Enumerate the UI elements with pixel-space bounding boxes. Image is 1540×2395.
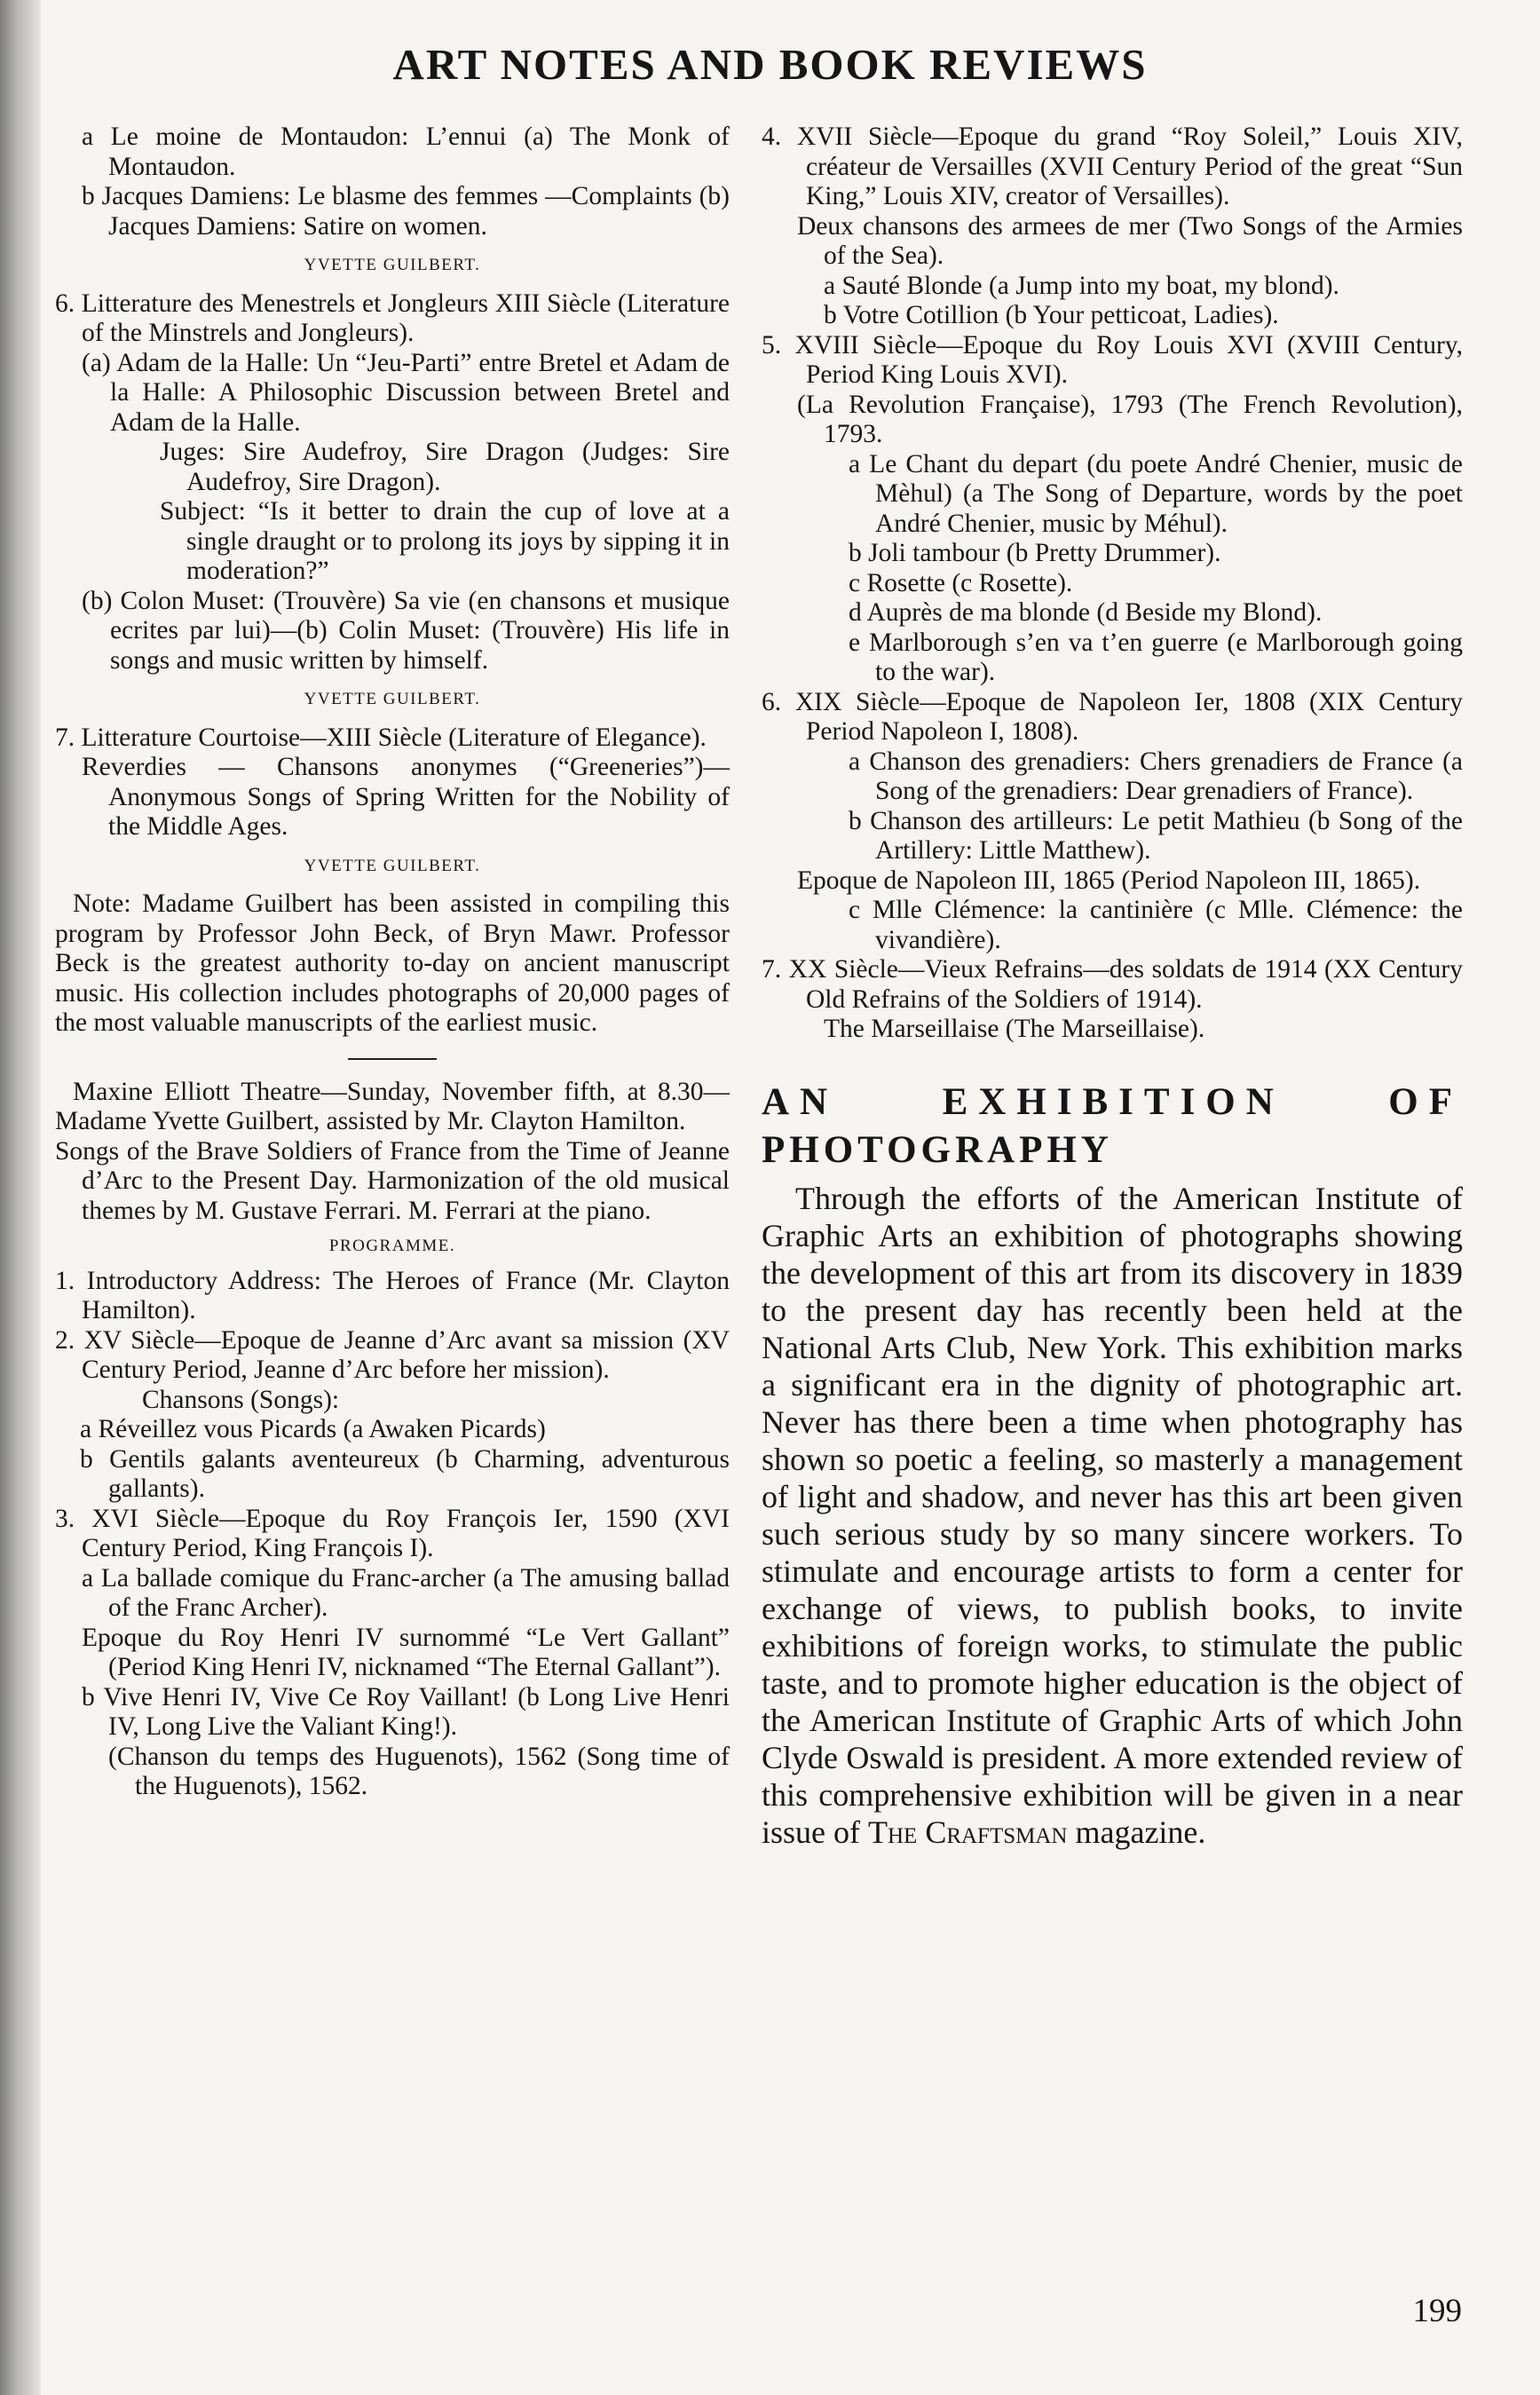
program-item: 2. XV Siècle—Epoque de Jeanne d’Arc avant sa mission (XV Century Period, Jeanne d’Arc before her mission). [55, 1325, 730, 1384]
program-item: Epoque du Roy Henri IV surnommé “Le Vert Gallant” (Period King Henri IV, nicknamed “The Eternal Gallant”). [82, 1623, 730, 1681]
page-header: ART NOTES AND BOOK REVIEWS [392, 40, 1148, 89]
article-title-line2: PHOTOGRAPHY [762, 1128, 1113, 1171]
program-item: d Auprès de ma blonde (d Beside my Blond). [849, 598, 1323, 627]
program-item: 6. XIX Siècle—Epoque de Napoleon Ier, 1808 (XIX Century Period Napoleon I, 1808). [762, 687, 1463, 746]
program-item: 7. XX Siècle—Vieux Refrains—des soldats de 1914 (XX Century Old Refrains of the Soldiers of 1914). [762, 955, 1463, 1014]
signature: YVETTE GUILBERT. [304, 256, 481, 274]
program-item: The Marseillaise (The Marseillaise). [824, 1015, 1205, 1043]
program-item: 3. XVI Siècle—Epoque du Roy François Ier, 1590 (XVI Century Period, King François I). [55, 1504, 730, 1562]
program-item: a Sauté Blonde (a Jump into my boat, my blond). [824, 271, 1339, 300]
program-item: 1. Introductory Address: The Heroes of France (Mr. Clayton Hamilton). [55, 1266, 730, 1324]
program-item: a Le Chant du depart (du poete André Chenier, music de Mèhul) (a The Song of Departure, words by the poet André Chenier, music by Méhul). [849, 449, 1463, 538]
program-item: b Gentils galants aventeureux (b Charming, adventurous gallants). [80, 1444, 730, 1503]
program-item: c Mlle Clémence: la cantinière (c Mlle. Clémence: the vivandière). [849, 896, 1463, 954]
program-item: Reverdies — Chansons anonymes (“Greeneries”)—Anonymous Songs of Spring Written for the Nobility of the Middle Ages. [82, 753, 730, 841]
program-item: 6. Litterature des Menestrels et Jongleurs XIII Siècle (Literature of the Minstrels and Jongleurs). [55, 289, 730, 347]
program-item: (Chanson du temps des Huguenots), 1562 (Song time of the Huguenots), 1562. [108, 1742, 730, 1800]
program-item: (a) Adam de la Halle: Un “Jeu-Parti” entre Bretel et Adam de la Halle: A Philosophic Discussion between Bretel and Adam de la Halle. [82, 348, 730, 437]
program-item: b Vive Henri IV, Vive Ce Roy Vaillant! (b Long Live Henri IV, Long Live the Valiant King!). [82, 1682, 730, 1741]
section-divider [348, 1058, 437, 1060]
theatre-paragraph: Maxine Elliott Theatre—Sunday, November fifth, at 8.30—Madame Yvette Guilbert, assisted by Mr. Clayton Hamilton. [55, 1077, 730, 1135]
program-item: Chansons (Songs): [142, 1385, 340, 1414]
program-item: (La Revolution Française), 1793 (The French Revolution), 1793. [797, 390, 1463, 448]
signature: YVETTE GUILBERT. [304, 856, 481, 875]
page-number: 199 [1412, 2293, 1462, 2329]
program-item: Deux chansons des armees de mer (Two Songs of the Armies of the Sea). [797, 211, 1463, 270]
magazine-name: The Craftsman [868, 1814, 1068, 1850]
note-paragraph: Note: Madame Guilbert has been assisted in compiling this program by Professor John Beck, of Bryn Mawr. Professor Beck is the greatest authority to-day on ancient manuscript music. His collection includes photographs of 20,000 pages of the most valuable manuscripts of the earliest music. [55, 889, 730, 1037]
programme-heading: PROGRAMME. [328, 1237, 456, 1255]
article-title-word: AN [762, 1080, 839, 1123]
program-item: c Rosette (c Rosette). [849, 568, 1073, 597]
signature: YVETTE GUILBERT. [304, 690, 481, 708]
program-item: 7. Litterature Courtoise—XIII Siècle (Literature of Elegance). [55, 723, 707, 752]
article-body-tail: magazine. [1075, 1814, 1206, 1850]
article-title-word: EXHIBITION [942, 1080, 1284, 1123]
article-body [762, 1180, 1463, 1851]
article-title [762, 1079, 1463, 1174]
program-item: 5. XVIII Siècle—Epoque du Roy Louis XVI (XVIII Century, Period King Louis XVI). [762, 330, 1463, 389]
left-column [55, 123, 730, 1802]
program-item: b Jacques Damiens: Le blasme des femmes —Complaints (b) Jacques Damiens: Satire on women. [82, 182, 730, 241]
program-item: Epoque de Napoleon III, 1865 (Period Napoleon III, 1865). [797, 866, 1421, 895]
article-title-word: OF [1388, 1080, 1463, 1123]
program-item: a Le moine de Montaudon: L’ennui (a) The Monk of Montaudon. [82, 123, 730, 181]
program-item: Subject: “Is it better to drain the cup of love at a single draught or to prolong its joys by sipping it in moderation?” [160, 497, 730, 585]
program-item: 4. XVII Siècle—Epoque du grand “Roy Soleil,” Louis XIV, créateur de Versailles (XVII Century Period of the great “Sun King,” Louis XIV, creator of Versailles). [762, 123, 1463, 210]
page-gutter-shadow [0, 0, 41, 2395]
right-column [762, 123, 1463, 1851]
program-item: b Votre Cotillion (b Your petticoat, Ladies). [824, 301, 1279, 329]
program-item: Juges: Sire Audefroy, Sire Dragon (Judges: Sire Audefroy, Sire Dragon). [160, 438, 730, 496]
article-body-text: Through the efforts of the American Institute of Graphic Arts an exhibition of photographs showing the development of this art from its discovery in 1839 to the present day has recently been held at the National Arts Club, New York. This exhibition marks a significant era in the dignity of photographic art. Never has there been a time when photography has shown so poetic a feeling, so masterly a management of light and shadow, and never has this art been given such serious study by so many sincere workers. To stimulate and encourage artists to form a center for exchange of views, to publish books, to invite exhibitions of foreign works, to stimulate the public taste, and to promote higher education is the object of the American Institute of Graphic Arts of which John Clyde Oswald is president. A more extended review of this comprehensive exhibition will be given in a near issue of [762, 1180, 1463, 1850]
program-item: (b) Colon Muset: (Trouvère) Sa vie (en chansons et musique ecrites par lui)—(b) Colin Muset: (Trouvère) His life in songs and music written by himself. [82, 586, 730, 675]
program-item: a Chanson des grenadiers: Chers grenadiers de France (a Song of the grenadiers: Dear grenadiers of France). [849, 747, 1463, 805]
songs-paragraph: Songs of the Brave Soldiers of France from the Time of Jeanne d’Arc to the Present Day. Harmonization of the old musical themes by M. Gustave Ferrari. M. Ferrari at the piano. [55, 1136, 730, 1225]
program-item: a La ballade comique du Franc-archer (a The amusing ballad of the Franc Archer). [82, 1563, 730, 1622]
program-item: e Marlborough s’en va t’en guerre (e Marlborough going to the war). [849, 628, 1463, 686]
program-item: b Chanson des artilleurs: Le petit Mathieu (b Song of the Artillery: Little Matthew). [849, 806, 1463, 865]
program-item: a Réveillez vous Picards (a Awaken Picards) [80, 1415, 546, 1443]
program-item: b Joli tambour (b Pretty Drummer). [849, 539, 1221, 567]
